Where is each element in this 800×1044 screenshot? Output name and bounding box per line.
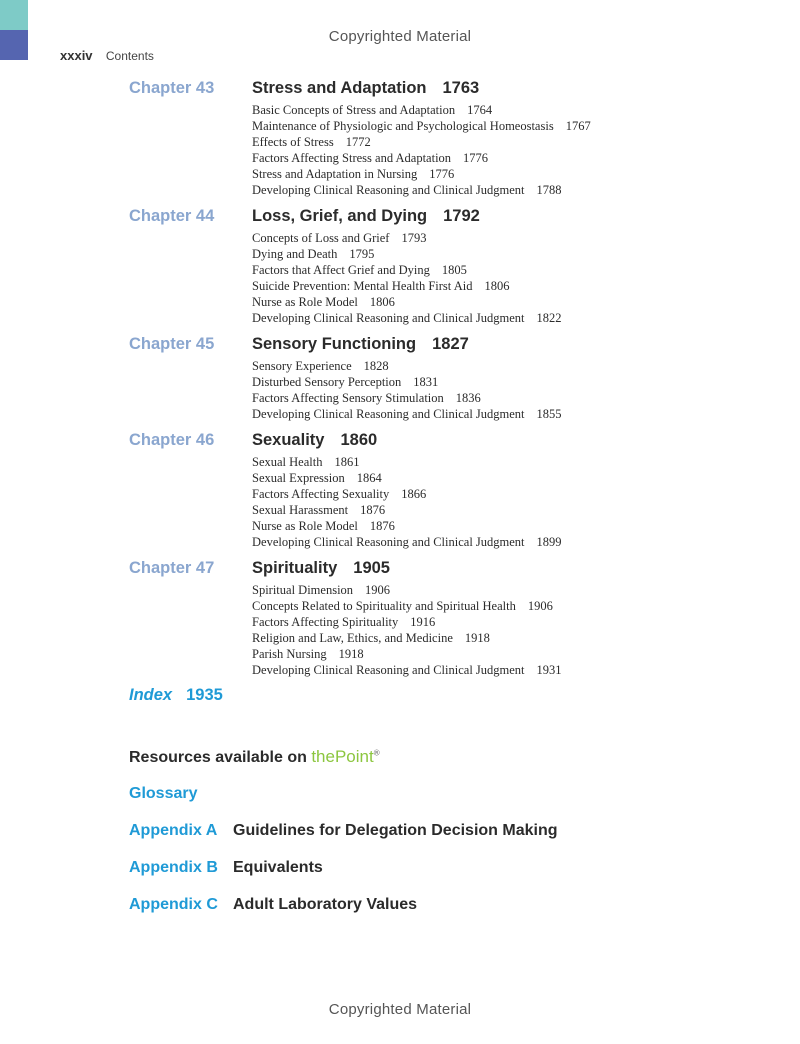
toc-entry[interactable]: Developing Clinical Reasoning and Clinical Judgment 1788 [252, 183, 562, 197]
chapter-label: Chapter 44 [129, 207, 215, 225]
appendix-c-label[interactable]: Appendix C [129, 896, 218, 913]
chapter-entries [252, 454, 562, 550]
chapter-label: Chapter 45 [129, 335, 215, 353]
toc-entry[interactable]: Nurse as Role Model 1876 [252, 519, 395, 533]
toc-entry[interactable]: Concepts Related to Spirituality and Spiritual Health 1906 [252, 599, 553, 613]
chapter-page: 1827 [432, 335, 469, 353]
appendix-a-label[interactable]: Appendix A [129, 822, 218, 839]
toc-entry[interactable]: Developing Clinical Reasoning and Clinical Judgment 1899 [252, 535, 562, 549]
toc-entry[interactable]: Spiritual Dimension 1906 [252, 583, 391, 597]
toc-entry[interactable]: Factors Affecting Stress and Adaptation 1776 [252, 151, 489, 165]
chapter-page: 1860 [340, 431, 378, 449]
copyright-top: Copyrighted Material [328, 28, 472, 45]
index-entry[interactable] [129, 686, 223, 705]
chapter-label: Chapter 43 [129, 79, 215, 97]
resources-heading: Resources available on thePoint® [129, 747, 380, 766]
thepoint-logo[interactable]: thePoint® [311, 747, 380, 766]
toc-entry[interactable]: Nurse as Role Model 1806 [252, 295, 395, 309]
page-number: xxxiv [60, 48, 93, 63]
toc-entry[interactable]: Maintenance of Physiologic and Psychological Homeostasis 1767 [252, 119, 591, 133]
appendix-a-title: Guidelines for Delegation Decision Making [233, 822, 558, 839]
appendix-b-title: Equivalents [233, 859, 323, 876]
chapter-title[interactable]: Sensory Functioning 1827 [252, 335, 469, 353]
edge-tab-teal [0, 0, 28, 30]
chapter-page: 1905 [353, 559, 390, 577]
toc-entry[interactable]: Factors Affecting Sexuality 1866 [252, 487, 427, 501]
toc-entry[interactable]: Factors that Affect Grief and Dying 1805 [252, 263, 467, 277]
glossary-link[interactable]: Glossary [129, 785, 198, 802]
appendix-b-label[interactable]: Appendix B [129, 859, 218, 876]
toc-entry[interactable]: Disturbed Sensory Perception 1831 [252, 375, 439, 389]
chapter-title[interactable]: Spirituality 1905 [252, 559, 390, 577]
chapter-title[interactable]: Stress and Adaptation 1763 [252, 79, 480, 97]
chapter-label: Chapter 46 [129, 431, 215, 449]
toc-entry[interactable]: Sexual Health 1861 [252, 455, 360, 469]
toc-entry[interactable]: Dying and Death 1795 [252, 247, 375, 261]
toc-entry[interactable]: Religion and Law, Ethics, and Medicine 1918 [252, 631, 490, 645]
chapter-entries [252, 102, 591, 198]
chapter-page: 1763 [442, 79, 480, 97]
chapter-entries [252, 230, 562, 326]
chapter-title[interactable]: Sexuality 1860 [252, 431, 378, 449]
toc-entry[interactable]: Factors Affecting Sensory Stimulation 1836 [252, 391, 481, 405]
toc-entry[interactable]: Sexual Harassment 1876 [252, 503, 386, 517]
index-page: 1935 [186, 686, 223, 704]
toc-entry[interactable]: Concepts of Loss and Grief 1793 [252, 231, 427, 245]
toc-entry[interactable]: Effects of Stress 1772 [252, 135, 371, 149]
chapter-title[interactable]: Loss, Grief, and Dying 1792 [252, 207, 480, 225]
chapter-entries [252, 582, 562, 678]
toc-entry[interactable]: Factors Affecting Spirituality 1916 [252, 615, 436, 629]
toc-entry[interactable]: Parish Nursing 1918 [252, 647, 364, 661]
toc-entry[interactable]: Developing Clinical Reasoning and Clinical Judgment 1931 [252, 663, 562, 677]
appendix-c-title: Adult Laboratory Values [233, 896, 418, 913]
toc-entry[interactable]: Developing Clinical Reasoning and Clinical Judgment 1822 [252, 311, 562, 325]
toc-entry[interactable]: Sexual Expression 1864 [252, 471, 382, 485]
toc-entry[interactable]: Sensory Experience 1828 [252, 359, 389, 373]
chapter-entries [252, 358, 562, 422]
chapter-page: 1792 [443, 207, 480, 225]
running-header [60, 48, 154, 63]
section-name: Contents [105, 49, 154, 63]
toc-entry[interactable]: Developing Clinical Reasoning and Clinical Judgment 1855 [252, 407, 562, 421]
copyright-bottom: Copyrighted Material [328, 1001, 472, 1018]
toc-entry[interactable]: Stress and Adaptation in Nursing 1776 [252, 167, 455, 181]
index-label: Index [129, 686, 173, 704]
toc-entry[interactable]: Suicide Prevention: Mental Health First Aid 1806 [252, 279, 510, 293]
toc-entry[interactable]: Basic Concepts of Stress and Adaptation 1764 [252, 103, 493, 117]
chapter-label: Chapter 47 [129, 559, 215, 577]
